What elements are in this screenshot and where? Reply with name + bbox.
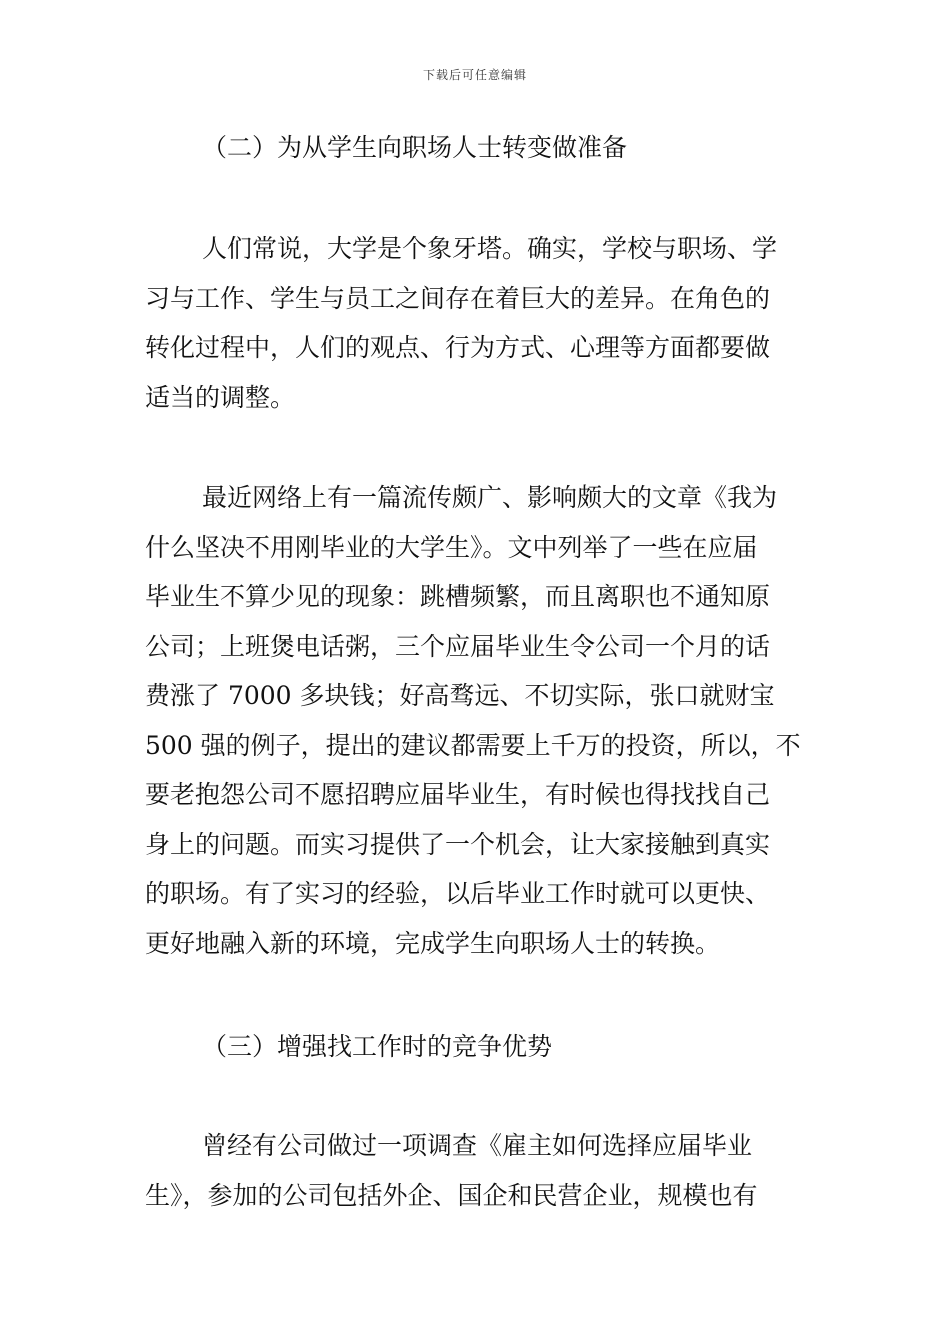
- paragraph-line: 的职场。有了实习的经验，以后毕业工作时就可以更快、: [145, 879, 771, 908]
- section-heading-3: （三）增强找工作时的竞争优势: [202, 1032, 553, 1061]
- paragraph-line: 更好地融入新的环境，完成学生向职场人士的转换。: [145, 928, 721, 958]
- paragraph-line: 生》，参加的公司包括外企、国企和民营企业，规模也有: [145, 1180, 758, 1210]
- paragraph-line: 什么坚决不用刚毕业的大学生》。文中列举了一些在应届: [145, 532, 758, 562]
- paragraph-2: [145, 473, 810, 968]
- paragraph-line: 转化过程中，人们的观点、行为方式、心理等方面都要做: [145, 333, 771, 362]
- paragraph-1: [145, 224, 810, 422]
- paragraph-line: 习与工作、学生与员工之间存在着巨大的差异。在角色的: [145, 283, 771, 313]
- paragraph-line: 费涨了 7000 多块钱；好高骛远、不切实际，张口就财宝: [145, 681, 775, 710]
- paragraph-line: 人们常说，大学是个象牙塔。确实，学校与职场、学: [202, 234, 778, 263]
- paragraph-3: [145, 1121, 810, 1220]
- paragraph-line: 最近网络上有一篇流传颇广、影响颇大的文章《我为: [202, 483, 778, 512]
- paragraph-line: 公司；上班煲电话粥，三个应届毕业生令公司一个月的话: [145, 631, 771, 661]
- section-heading-2: （二）为从学生向职场人士转变做准备: [202, 133, 628, 162]
- paragraph-line: 曾经有公司做过一项调查《雇主如何选择应届毕业: [202, 1131, 753, 1160]
- paragraph-line: 毕业生不算少见的现象：跳槽频繁，而且离职也不通知原: [145, 582, 771, 611]
- paragraph-line: 500 强的例子，提出的建议都需要上千万的投资，所以，不: [145, 730, 801, 760]
- page-header: 下载后可任意编辑: [422, 68, 527, 82]
- paragraph-line: 适当的调整。: [145, 382, 296, 412]
- paragraph-line: 身上的问题。而实习提供了一个机会，让大家接触到真实: [145, 829, 771, 859]
- paragraph-line: 要老抱怨公司不愿招聘应届毕业生，有时候也得找找自己: [145, 780, 771, 809]
